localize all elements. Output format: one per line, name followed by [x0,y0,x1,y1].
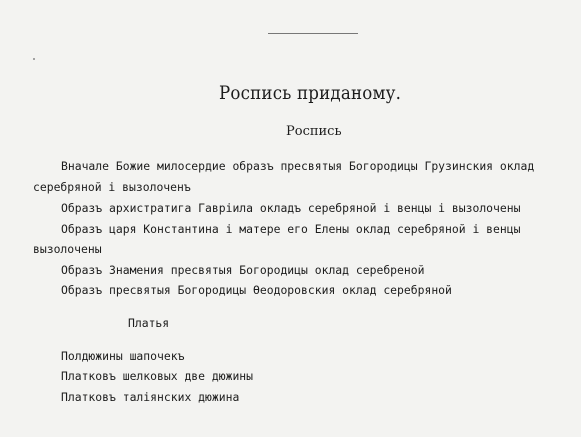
document-title: Роспись приданому. [219,83,402,104]
section-heading: Платья [128,316,170,330]
text-line: Платковъ шелковых две дюжины [61,369,254,383]
text-line: серебряной і вызолоченъ [33,180,191,194]
text-line: Образъ архистратига Гавріила окладъ серебряной і венцы і вызолочены [61,201,521,215]
top-divider-rule [268,33,358,34]
text-line: Образъ царя Константина і матере его Елены оклад серебряной і венцы [61,222,521,236]
document-subheading: Роспись [286,124,342,139]
text-line: Полдюжины шапочекъ [61,349,185,363]
text-line: Образъ пресвятыя Богородицы Өеодоровския оклад серебряной [61,283,452,297]
text-line: Вначале Божие милосердие образъ пресвятыя Богородицы Грузинския оклад [61,159,535,173]
text-line: Платковъ таліянских дюжина [61,390,240,404]
page-speck [33,58,35,60]
text-line: Образъ Знамения пресвятыя Богородицы оклад серебреной [61,263,425,277]
text-line: вызолочены [33,242,102,256]
